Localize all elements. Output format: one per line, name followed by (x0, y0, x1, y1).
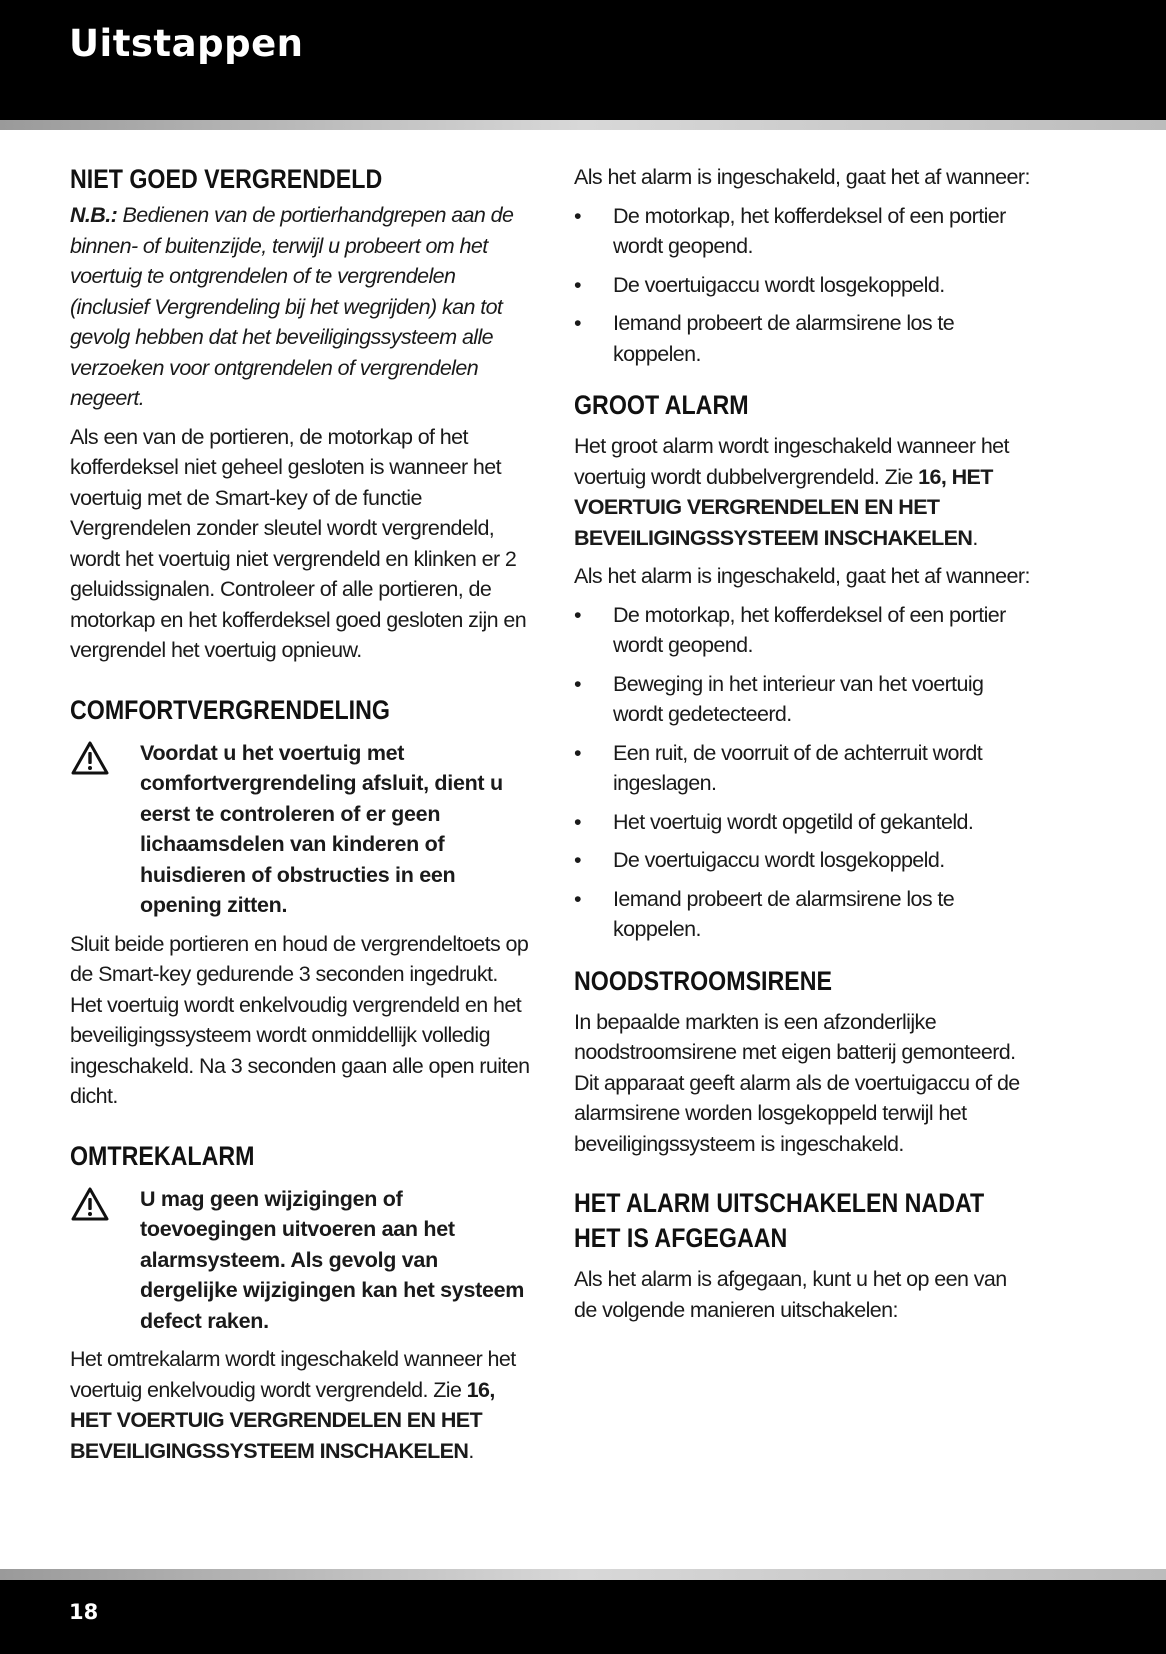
bullet-icon: • (574, 740, 581, 765)
body-text: Het groot alarm wordt ingeschakeld wanneer het voertuig wordt dubbelvergrendeld. Zie (574, 434, 1009, 489)
body-paragraph: Als een van de portieren, de motorkap of het kofferdeksel niet geheel gesloten is wanneer het voertuig met de Smart-key of de functie Vergrendelen zonder sleutel wordt vergrendeld, wordt het voertuig niet vergrendeld en klinken er 2 geluidssignalen. Controleer of alle portieren, de motorkap en het kofferdeksel goed gesloten zijn en vergrendel het voertuig opnieuw. (70, 424, 527, 662)
body-paragraph: Sluit beide portieren en houd de vergrendeltoets op de Smart-key gedurende 3 seconden ingedrukt. Het voertuig wordt enkelvoudig vergrendeld en het beveiligingssysteem wordt onmiddellijk volledig ingeschakeld. Na 3 seconden gaan alle open ruiten dicht. (70, 931, 530, 1108)
section-heading (574, 1186, 1034, 1256)
page-number: 18 (69, 1600, 99, 1624)
bullet-icon: • (574, 203, 581, 228)
warning-text: Voordat u het voertuig met comfortvergrendeling afsluit, dient u eerst te controleren of er geen lichaamsdelen van kinderen of huisdieren of obstructies in een opening zitten. (140, 740, 503, 917)
list-item (574, 807, 1034, 838)
bullet-icon: • (574, 602, 581, 627)
section-alarm-uitschakelen (574, 1186, 1034, 1325)
body-paragraph: In bepaalde markten is een afzonderlijke noodstroomsirene met eigen batterij gemonteerd. Dit apparaat geeft alarm als de voertuigaccu of de alarmsirene worden losgekoppeld terwijl het beveiligingssysteem is ingeschakeld. (574, 1009, 1020, 1156)
warning-triangle-icon (70, 1184, 140, 1337)
body-text: Het omtrekalarm wordt ingeschakeld wanneer het voertuig enkelvoudig wordt vergrendeld. Zie (70, 1347, 516, 1402)
intro-text: Als het alarm is ingeschakeld, gaat het af wanneer: (574, 165, 1030, 189)
list-item (574, 308, 1034, 369)
chapter-title: Uitstappen (69, 22, 304, 65)
list-item (574, 600, 1034, 661)
list-item-text: De voertuigaccu wordt losgekoppeld. (613, 848, 945, 872)
right-column (574, 162, 1034, 1325)
section-heading: GROOT ALARM (574, 390, 749, 420)
warning-triangle-icon (70, 738, 140, 921)
section-noodstroomsirene (574, 964, 1034, 1160)
list-item-text: Het voertuig wordt opgetild of gekanteld. (613, 809, 974, 834)
list-item (574, 845, 1034, 876)
list-item (574, 669, 1034, 730)
bullet-icon: • (574, 886, 581, 911)
body-end: . (468, 1438, 474, 1463)
body-paragraph (70, 1344, 530, 1466)
list-item (574, 738, 1034, 799)
cross-reference-link[interactable]: 16, HET VOERTUIG VERGRENDELEN EN HET BEVEILIGINGSSYSTEEM INSCHAKELEN (70, 1377, 495, 1463)
body-paragraph: Als het alarm is afgegaan, kunt u het op een van de volgende manieren uitschakelen: (574, 1267, 1007, 1322)
list-item-text: De motorkap, het kofferdeksel of een portier wordt geopend. (613, 203, 1006, 258)
bullet-icon: • (574, 809, 581, 834)
list-item (574, 201, 1034, 262)
note-text: Bedienen van de portierhandgrepen aan de binnen- of buitenzijde, terwijl u probeert om het voertuig te ontgrendelen of te vergrendelen (inclusief Vergrendeling bij het wegrijden) kan tot gevolg hebben dat het beveiligingssysteem alle verzoeken voor ontgrendelen of vergrendelen negeert. (70, 203, 514, 410)
section-heading: OMTREKALARM (70, 1140, 255, 1171)
section-omtrekalarm (70, 1139, 530, 1467)
heading-line-2: HET IS AFGEGAAN (574, 1223, 788, 1253)
bullet-icon: • (574, 311, 581, 335)
alarm-intro (574, 162, 1034, 369)
list-item (574, 270, 1034, 301)
section-niet-goed-vergrendeld (70, 162, 530, 666)
cross-reference-link[interactable]: 16, HET VOERTUIG VERGRENDELEN EN HET BEVEILIGINGSSYSTEEM INSCHAKELEN (574, 464, 993, 550)
page-footer (0, 1580, 1166, 1654)
list-item-text: Iemand probeert de alarmsirene los te koppelen. (613, 886, 955, 941)
body-paragraph-2: Als het alarm is ingeschakeld, gaat het af wanneer: (574, 564, 1030, 588)
warning-block (70, 738, 530, 921)
heading-line-1: HET ALARM UITSCHAKELEN NADAT (574, 1188, 985, 1218)
warning-block (70, 1184, 530, 1337)
bullet-list (574, 201, 1034, 370)
section-heading: COMFORTVERGRENDELING (70, 694, 390, 725)
section-heading: NOODSTROOMSIRENE (574, 965, 833, 996)
bullet-icon: • (574, 671, 581, 696)
section-comfortvergrendeling (70, 693, 530, 1112)
left-column (70, 162, 530, 1466)
bullet-icon: • (574, 272, 581, 297)
page-header (0, 0, 1166, 120)
header-divider-band (0, 120, 1166, 130)
footer-divider-band (0, 1569, 1166, 1580)
list-item (574, 884, 1034, 945)
list-item-text: De motorkap, het kofferdeksel of een portier wordt geopend. (613, 602, 1006, 657)
section-heading: NIET GOED VERGRENDELD (70, 164, 383, 194)
warning-text: U mag geen wijzigingen of toevoegingen uitvoeren aan het alarmsysteem. Als gevolg van dergelijke wijzigingen kan het systeem defect raken. (140, 1186, 525, 1333)
body-end: . (972, 525, 978, 550)
list-item-text: Iemand probeert de alarmsirene los te koppelen. (613, 311, 955, 366)
section-groot-alarm (574, 388, 1034, 945)
note-label: N.B.: (70, 203, 118, 227)
note-paragraph (70, 200, 530, 414)
bullet-list (574, 600, 1034, 945)
list-item-text: De voertuigaccu wordt losgekoppeld. (613, 272, 945, 297)
list-item-text: Een ruit, de voorruit of de achterruit wordt ingeslagen. (613, 740, 983, 795)
bullet-icon: • (574, 848, 581, 872)
body-paragraph (574, 431, 1034, 553)
list-item-text: Beweging in het interieur van het voertuig wordt gedetecteerd. (613, 671, 984, 726)
